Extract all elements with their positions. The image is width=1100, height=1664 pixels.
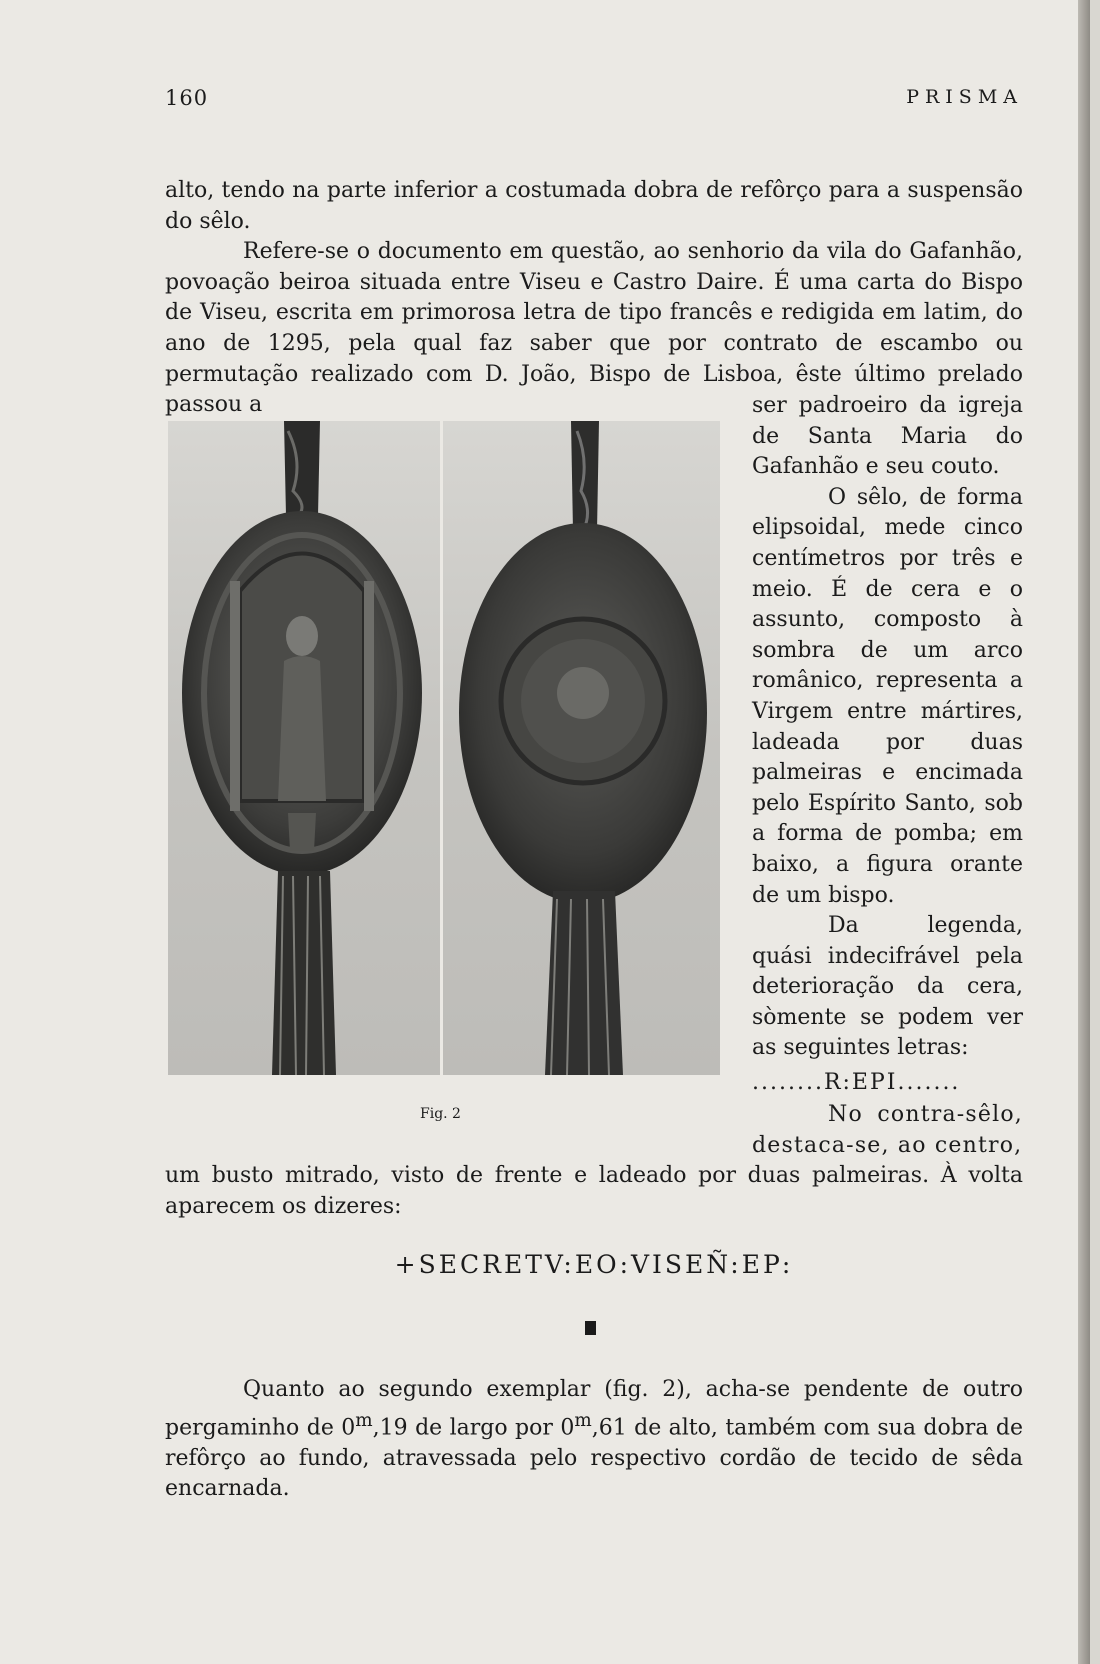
paragraph-3: O sêlo, de forma elipsoidal, mede cinco centímetros por três e meio. É de cera e o assunto, composto à sombra de um arco românico, representa a Virgem entre mártires, ladeada por duas palmeiras e encimada pelo Espírito Santo, sob a forma de pomba; em baixo, a figura orante de um bispo. [752, 484, 1023, 908]
seal-reverse-photo [443, 421, 720, 1075]
seal-inscription: +SECRETV:EO:VISEÑ:EP: [394, 1250, 794, 1279]
paragraph-1: alto, tendo na parte inferior a costumada dobra de refôrço para a suspensão do sêlo. [165, 178, 1023, 234]
seal-obverse-image [168, 421, 440, 1075]
paragraph-6-part-c: ,61 de alto, também com sua dobra de refôrço ao fundo, atravessada pelo respectivo cordão de tecido de sêda encarnada. [165, 1414, 1023, 1502]
contra-text-block [752, 1100, 1023, 1161]
paragraph-2: Refere-se o documento em questão, ao senhorio da vila do Gafanhão, povoação beiroa situada entre Viseu e Castro Daire. É uma carta do Bispo de Viseu, escrita em primorosa letra de tipo francês e redigida em latim, do ano de 1295, pela qual faz saber que por contrato de escambo ou permutação realizado com D. João, Bispo de Lisboa, êste último prelado passou a [165, 239, 1023, 418]
figure-caption: Fig. 2 [420, 1106, 461, 1122]
page-edge [1078, 0, 1090, 1664]
legend-letters: ........R:EPI....... [752, 1070, 961, 1096]
final-text-block [165, 1375, 1023, 1505]
top-text-block [165, 176, 1023, 421]
meter-superscript-1: m [355, 1409, 373, 1431]
paragraph-6-part-a: Quanto ao segundo exemplar (fig. 2), acha-se pendente de outro pergaminho de 0 [165, 1377, 1023, 1440]
page-number: 160 [165, 86, 209, 110]
paragraph-6-part-b: ,19 de largo por 0 [372, 1414, 575, 1440]
meter-superscript-2: m [574, 1409, 592, 1431]
bottom-text-block [165, 1161, 1023, 1222]
section-mark [585, 1321, 596, 1335]
paragraph-4: Da legenda, quási indecifrável pela deterioração da cera, sòmente se podem ver as seguintes letras: [752, 913, 1023, 1061]
seal-obverse-photo [168, 421, 440, 1075]
paragraph-5-start: No contra-sêlo, destaca-se, ao centro, [752, 1102, 1023, 1158]
side-text-block [752, 391, 1023, 1099]
paragraph-5-end: um busto mitrado, visto de frente e ladeado por duas palmeiras. À volta aparecem os dizeres: [165, 1163, 1023, 1219]
seal-reverse-image [443, 421, 720, 1075]
seal-figure [168, 421, 720, 1075]
paragraph-2-continuation: ser padroeiro da igreja de Santa Maria do Gafanhão e seu couto. [752, 393, 1023, 480]
running-head: PRISMA [906, 86, 1023, 108]
paragraph-6 [165, 1375, 1023, 1505]
